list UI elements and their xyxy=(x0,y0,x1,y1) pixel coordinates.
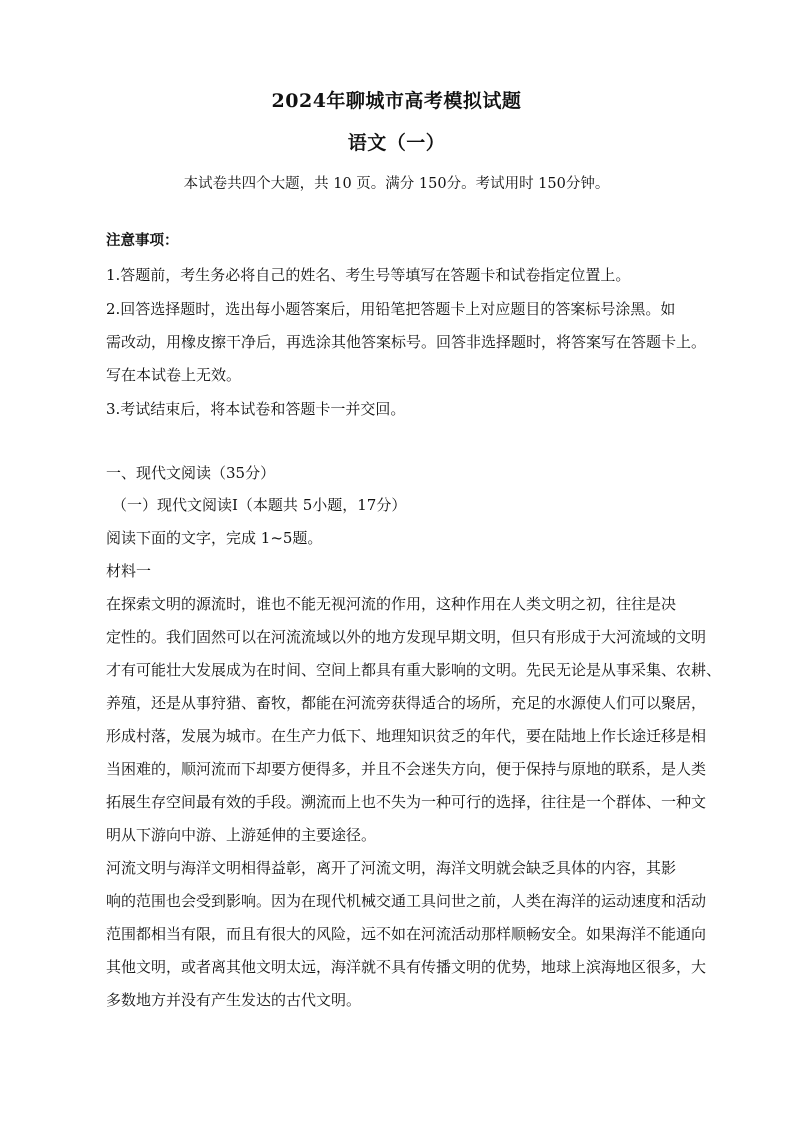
passage-p1-line: 定性的。我们固然可以在河流流域以外的地方发现早期文明，但只有形成于大河流域的文明 xyxy=(106,628,707,646)
exam-title: 2024年聊城市高考模拟试题 xyxy=(271,90,522,112)
notice-item-2-line-2: 需改动，用橡皮擦干净后，再选涂其他答案标号。回答非选择题时，将答案写在答题卡上。 xyxy=(106,333,707,351)
passage-p1-line: 明从下游向中游、上游延伸的主要途径。 xyxy=(106,826,377,844)
passage-p1-line: 拓展生存空间最有效的手段。溯流而上也不失为一种可行的选择，往往是一个群体、一种文 xyxy=(106,793,707,811)
section-part1-sub-heading: （一）现代文阅读Ⅰ（本题共 5小题，17分） xyxy=(112,496,407,514)
exam-subtitle: 语文（一） xyxy=(347,132,446,154)
notice-heading: 注意事项： xyxy=(106,232,179,249)
passage-p1-line: 当困难的，顺河流而下却要方便得多，并且不会迷失方向，便于保持与原地的联系，是人类 xyxy=(106,760,707,778)
passage-p2-line: 范围都相当有限，而且有很大的风险，远不如在河流活动那样顺畅安全。如果海洋不能通向 xyxy=(106,925,707,943)
passage-p2-line: 多数地方并没有产生发达的古代文明。 xyxy=(106,991,362,1009)
notice-item-3: 3.考试结束后，将本试卷和答题卡一并交回。 xyxy=(106,400,406,418)
passage-p1-line: 形成村落，发展为城市。在生产力低下、地理知识贫乏的年代，要在陆地上作长途迁移是相 xyxy=(106,727,707,745)
reading-instruction: 阅读下面的文字，完成 1~5题。 xyxy=(106,529,323,547)
passage-p1-line: 才有可能壮大发展成为在时间、空间上都具有重大影响的文明。先民无论是从事采集、农耕、 xyxy=(106,661,722,679)
notice-item-1: 1.答题前，考生务必将自己的姓名、考生号等填写在答题卡和试卷指定位置上。 xyxy=(106,266,631,284)
notice-item-2-line-3: 写在本试卷上无效。 xyxy=(106,366,242,384)
passage-p1-line: 养殖，还是从事狩猎、畜牧，都能在河流旁获得适合的场所，充足的水源使人们可以聚居， xyxy=(106,694,707,712)
passage-p2-line: 河流文明与海洋文明相得益彰，离开了河流文明，海洋文明就会缺乏具体的内容，其影 xyxy=(106,859,677,877)
notice-item-2-line-1: 2.回答选择题时，选出每小题答案后，用铅笔把答题卡上对应题目的答案标号涂黑。如 xyxy=(106,300,676,318)
passage-p2-line: 响的范围也会受到影响。因为在现代机械交通工具问世之前，人类在海洋的运动速度和活动 xyxy=(106,892,707,910)
passage-p2-line: 其他文明，或者离其他文明太远，海洋就不具有传播文明的优势，地球上滨海地区很多，大 xyxy=(106,958,707,976)
material-label: 材料一 xyxy=(106,562,152,580)
passage-p1-line: 在探索文明的源流时，谁也不能无视河流的作用，这种作用在人类文明之初，往往是决 xyxy=(106,595,677,613)
exam-info: 本试卷共四个大题，共 10 页。满分 150分。考试用时 150分钟。 xyxy=(183,176,610,192)
section-part1-heading: 一、现代文阅读（35分） xyxy=(106,464,276,482)
